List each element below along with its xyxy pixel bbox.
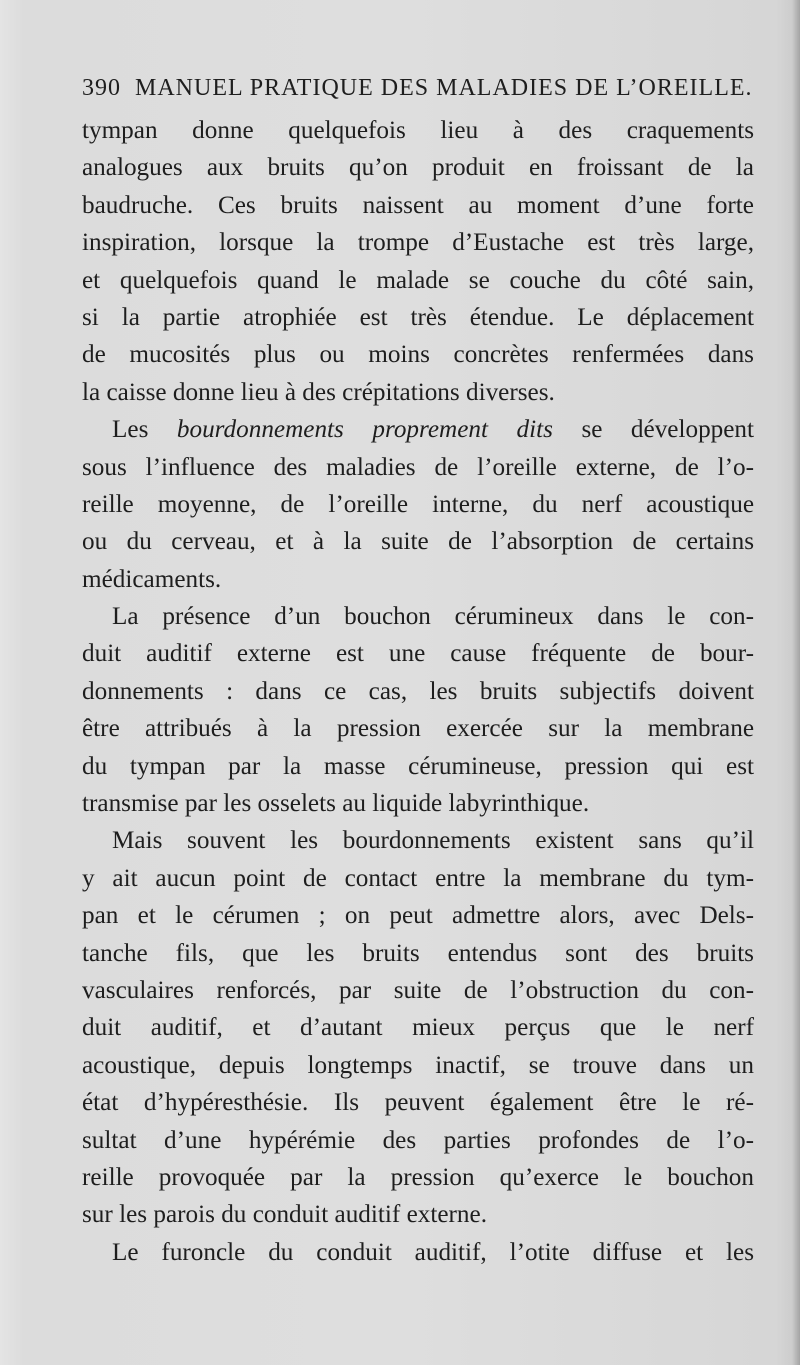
text-line: sur les parois du conduit auditif externe.	[82, 1201, 487, 1229]
text-line: ou du cerveau, et à la suite de l’absorption de certains	[82, 528, 754, 556]
text-line: état d’hypéresthésie. Ils peuvent également être le ré-	[82, 1089, 754, 1117]
text-line: transmise par les osselets au liquide labyrinthique.	[82, 790, 590, 818]
text-line: pan et le cérumen ; on peut admettre alors, avec Dels-	[82, 902, 754, 930]
text-line: acoustique, depuis longtemps inactif, se trouve dans un	[82, 1051, 754, 1079]
text-line: inspiration, lorsque la trompe d’Eustache est très large,	[82, 229, 754, 257]
text-line: y ait aucun point de contact entre la membrane du tym-	[82, 864, 754, 892]
running-head	[82, 70, 754, 106]
text-line: du tympan par la masse cérumineuse, pression qui est	[82, 752, 754, 780]
text-line: la caisse donne lieu à des crépitations diverses.	[82, 378, 555, 406]
text-line: sous l’influence des maladies de l’oreille externe, de l’o-	[82, 453, 754, 481]
text-line: La présence d’un bouchon cérumineux dans le con-	[112, 603, 754, 631]
line-rest: se développent	[581, 416, 755, 444]
text-line: reille provoquée par la pression qu’exerce le bouchon	[82, 1163, 754, 1191]
italic-term: bourdonnements proprement dits	[176, 416, 553, 444]
text-line: si la partie atrophiée est très étendue. Le déplacement	[82, 303, 754, 331]
line-lead: Les	[112, 416, 149, 444]
running-title: MANUEL PRATIQUE DES MALADIES DE L’OREILLE.	[135, 75, 753, 101]
text-line: tanche fils, que les bruits entendus sont des bruits	[82, 939, 754, 967]
text-line: baudruche. Ces bruits naissent au moment d’une forte	[82, 191, 754, 219]
text-line-mixed	[82, 411, 754, 448]
page-number: 390	[82, 75, 121, 101]
text-line: Le furoncle du conduit auditif, l’otite diffuse et les	[112, 1238, 754, 1266]
body-text	[82, 112, 754, 1271]
text-line: vasculaires renforcés, par suite de l’obstruction du con-	[82, 976, 754, 1004]
text-line: et quelquefois quand le malade se couche du côté sain,	[82, 266, 754, 294]
text-line: duit auditif externe est une cause fréquente de bour-	[82, 640, 754, 668]
text-line: être attribués à la pression exercée sur la membrane	[82, 715, 754, 743]
text-line: donnements : dans ce cas, les bruits subjectifs doivent	[82, 677, 754, 705]
text-line: duit auditif, et d’autant mieux perçus que le nerf	[82, 1014, 754, 1042]
text-line: médicaments.	[82, 565, 222, 593]
text-line: sultat d’une hypérémie des parties profondes de l’o-	[82, 1126, 754, 1154]
page-edge-shadow	[792, 0, 800, 1365]
text-line: de mucosités plus ou moins concrètes renfermées dans	[82, 341, 754, 369]
text-line: Mais souvent les bourdonnements existent sans qu’il	[112, 827, 754, 855]
text-line: analogues aux bruits qu’on produit en froissant de la	[82, 154, 754, 182]
text-line: reille moyenne, de l’oreille interne, du nerf acoustique	[82, 490, 754, 518]
text-line: tympan donne quelquefois lieu à des craquements	[82, 117, 754, 144]
